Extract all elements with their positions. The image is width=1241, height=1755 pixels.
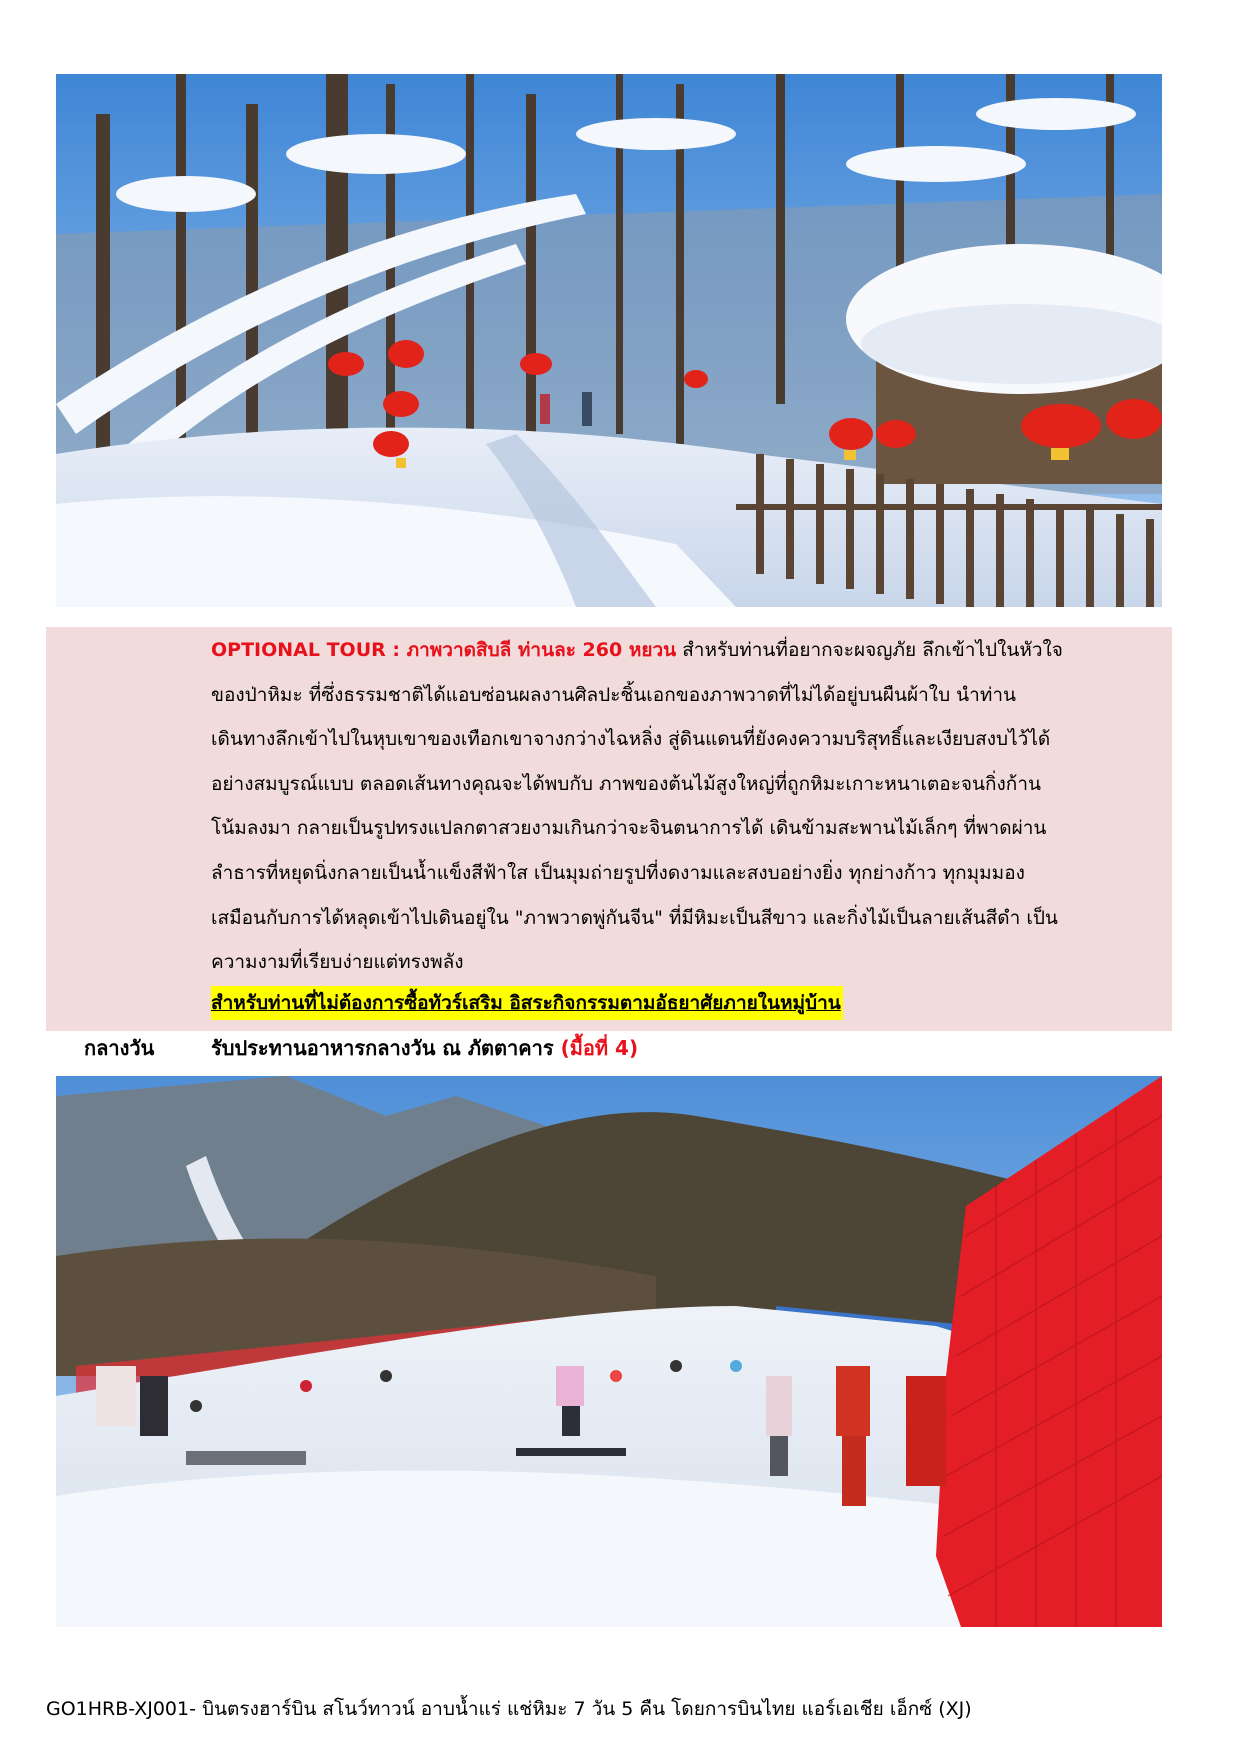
optional-tour-title: OPTIONAL TOUR : ภาพวาดสิบลี ท่านละ 260 หยวน xyxy=(211,639,677,661)
meal-description xyxy=(211,1030,638,1066)
footer-tour-code: GO1HRB-XJ001- บินตรงฮาร์บิน สโนว์ทาวน์ อาบน้ำแร่ แช่หิมะ 7 วัน 5 คืน โดยการบินไทย แอร์เอเชีย เอ็กซ์ (XJ) xyxy=(46,1698,972,1720)
paragraph-text: สำหรับท่านที่อยากจะผจญภัย ลึกเข้าไปในหัวใจ xyxy=(682,639,1063,661)
meal-number: (มื้อที่ 4) xyxy=(560,1036,639,1060)
highlight-note: สำหรับท่านที่ไม่ต้องการซื้อทัวร์เสริม อิสระกิจกรรมตามอัธยาศัยภายในหมู่บ้าน xyxy=(211,986,843,1020)
paragraph-line-1 xyxy=(211,628,1161,673)
meal-label: กลางวัน xyxy=(84,1036,155,1060)
optional-tour-paragraph xyxy=(211,628,1161,985)
paragraph-line-3: เดินทางลึกเข้าไปในหุบเขาของเทือกเขาจางกว่างไฉหลิ่ง สู่ดินแดนที่ยังคงความบริสุทธิ์และเงียบสงบไว้ได้ xyxy=(211,728,1051,751)
paragraph-line-6: ลำธารที่หยุดนิ่งกลายเป็นน้ำแข็งสีฟ้าใส เป็นมุมถ่ายรูปที่งดงามและสงบอย่างยิ่ง ทุกย่างก้าว ทุกมุมมอง xyxy=(211,861,1025,884)
paragraph-line-5: โน้มลงมา กลายเป็นรูปทรงแปลกตาสวยงามเกินกว่าจะจินตนาการได้ เดินข้ามสะพานไม้เล็กๆ ที่พาดผ่าน xyxy=(211,817,1047,840)
snow-forest-photo xyxy=(56,74,1162,607)
ski-slope-photo xyxy=(56,1076,1162,1627)
meal-text: รับประทานอาหารกลางวัน ณ ภัตตาคาร xyxy=(211,1036,561,1060)
paragraph-line-4: อย่างสมบูรณ์แบบ ตลอดเส้นทางคุณจะได้พบกับ ภาพของต้นไม้สูงใหญ่ที่ถูกหิมะเกาะหนาเตอะจนกิ่งก้าน xyxy=(211,772,1041,795)
paragraph-line-2: ของป่าหิมะ ที่ซึ่งธรรมชาติได้แอบซ่อนผลงานศิลปะชิ้นเอกของภาพวาดที่ไม่ได้อยู่บนผืนผ้าใบ นำท่าน xyxy=(211,683,1017,706)
paragraph-line-7: เสมือนกับการได้หลุดเข้าไปเดินอยู่ใน "ภาพวาดพู่กันจีน" ที่มีหิมะเป็นสีขาว และกิ่งไม้เป็นลายเส้นสีดำ เป็น xyxy=(211,906,1058,929)
paragraph-line-8: ความงามที่เรียบง่ายแต่ทรงพลัง xyxy=(211,951,464,974)
